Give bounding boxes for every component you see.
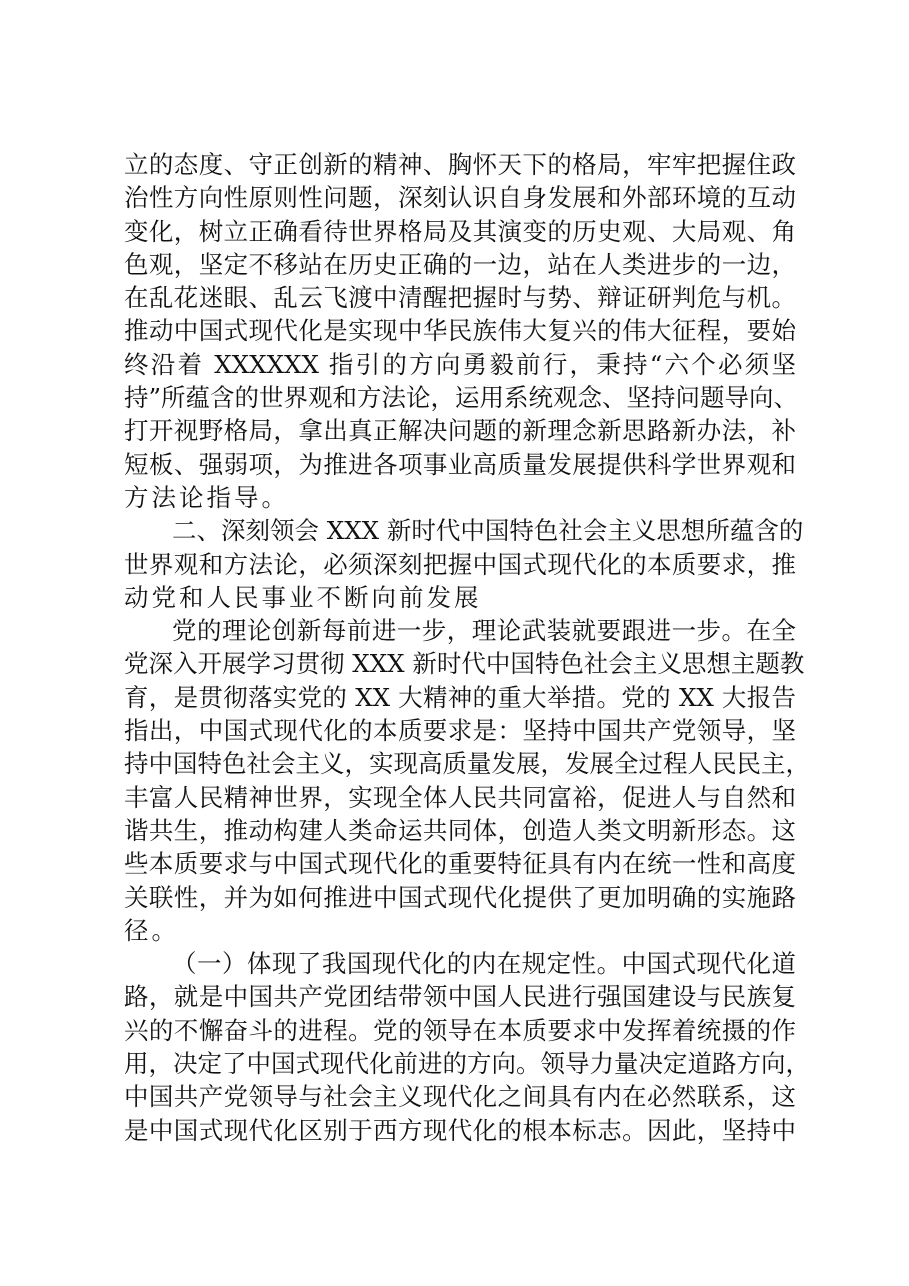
text-line: 二、深刻领会 XXX 新时代中国特色社会主义思想所蕴含的: [172, 516, 804, 546]
text-line: 关联性，并为如何推进中国式现代化提供了更加明确的实施路: [124, 882, 796, 912]
text-line: 路，就是中国共产党团结带领中国人民进行强国建设与民族复: [124, 982, 796, 1012]
text-line: 兴的不懈奋斗的进程。党的领导在本质要求中发挥着统摄的作: [124, 1015, 796, 1045]
text-line: 些本质要求与中国式现代化的重要特征具有内在统一性和高度: [124, 849, 796, 879]
text-line: 丰富人民精神世界，实现全体人民共同富裕，促进人与自然和: [124, 782, 796, 812]
text-line: 推动中国式现代化是实现中华民族伟大复兴的伟大征程，要始: [124, 316, 796, 346]
text-line: 立的态度、守正创新的精神、胸怀天下的格局，牢牢把握住政: [124, 150, 796, 179]
text-line: 治性方向性原则性问题，深刻认识自身发展和外部环境的互动: [124, 183, 796, 213]
text-line: 色观，坚定不移站在历史正确的一边，站在人类进步的一边，: [124, 249, 796, 279]
text-line: 谐共生，推动构建人类命运共同体，创造人类文明新形态。这: [124, 815, 796, 845]
text-line: 党的理论创新每前进一步，理论武装就要跟进一步。在全: [172, 616, 796, 646]
text-line: 动党和人民事业不断向前发展: [124, 582, 482, 612]
text-line: 在乱花迷眼、乱云飞渡中清醒把握时与势、辩证研判危与机。: [124, 283, 796, 313]
text-line: 终沿着 XXXXXX 指引的方向勇毅前行，秉持“六个必须坚: [124, 349, 796, 379]
text-line: 世界观和方法论，必须深刻把握中国式现代化的本质要求，推: [124, 549, 796, 579]
text-line: 变化，树立正确看待世界格局及其演变的历史观、大局观、角: [124, 216, 796, 246]
text-line: 育，是贯彻落实党的 XX 大精神的重大举措。党的 XX 大报告: [124, 682, 796, 712]
text-line: 持”所蕴含的世界观和方法论，运用系统观念、坚持问题导向、: [124, 383, 799, 413]
text-line: 中国共产党领导与社会主义现代化之间具有内在必然联系，这: [124, 1082, 796, 1112]
text-line: 持中国特色社会主义，实现高质量发展，发展全过程人民民主，: [124, 749, 810, 779]
document-body: [124, 148, 810, 1147]
text-line: 短板、强弱项，为推进各项事业高质量发展提供科学世界观和: [124, 449, 796, 479]
text-line: 党深入开展学习贯彻 XXX 新时代中国特色社会主义思想主题教: [124, 649, 805, 679]
text-line: 是中国式现代化区别于西方现代化的根本标志。因此，坚持中: [124, 1115, 796, 1145]
text-line: 打开视野格局，拿出真正解决问题的新理念新思路新办法，补: [124, 416, 796, 446]
text-line: （一）体现了我国现代化的内在规定性。中国式现代化道: [172, 949, 796, 979]
text-line: 径。: [124, 915, 179, 945]
text-line: 用，决定了中国式现代化前进的方向。领导力量决定道路方向，: [124, 1049, 810, 1079]
text-line: 指出，中国式现代化的本质要求是：坚持中国共产党领导，坚: [124, 716, 796, 746]
text-line: 方法论指导。: [124, 482, 289, 512]
